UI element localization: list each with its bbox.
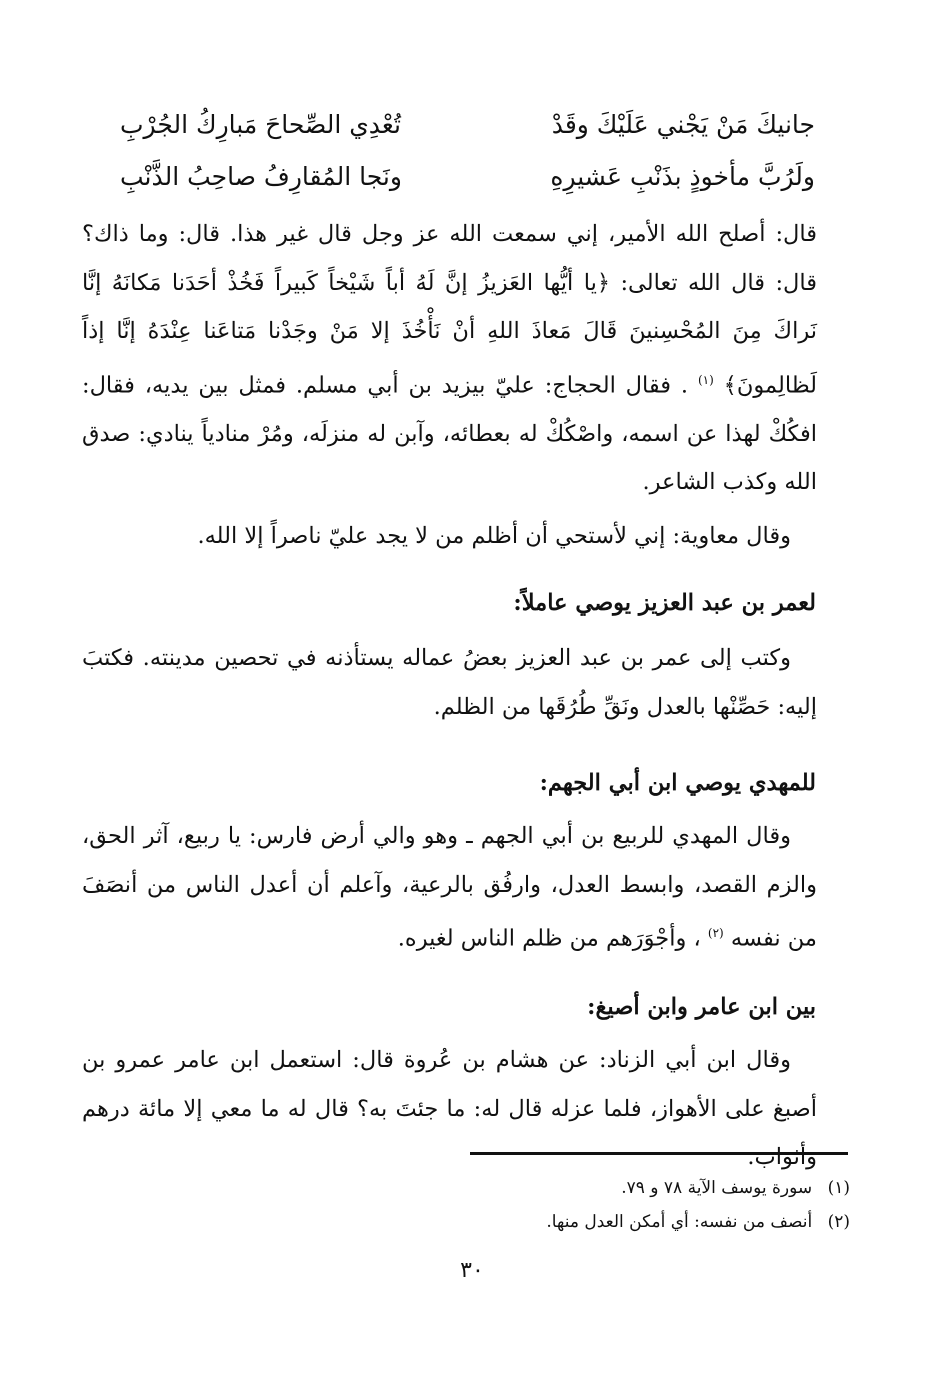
paragraph-ibn-amer-text: وقال ابن أبي الزناد: عن هشام بن عُروة قال: استعمل ابن عامر عمرو بن أصبغ على الأهواز، فلما عزله قال له: ما جئتَ به؟ قال له ما معي إلا مائة درهم وأثواب. <box>82 1047 817 1170</box>
footnote-ref-2: (٢) <box>707 926 724 940</box>
poem-verse-1 <box>120 98 815 150</box>
paragraph-mahdi-continuation: ، وأجْوَرَهم من ظلم الناس لغيره. <box>397 925 701 952</box>
page-number: ٣٠ <box>460 1258 484 1283</box>
section-heading-mahdi: للمهدي يوصي ابن أبي الجهم: <box>539 770 816 796</box>
section-heading-ibn-amer: بين ابن عامر وابن أصيغ: <box>587 994 816 1020</box>
poem-verse-2 <box>120 150 815 202</box>
footnote-1-number: (١) <box>827 1178 850 1198</box>
footnote-1 <box>621 1178 850 1198</box>
verse-1-first-hemistich: جانيكَ مَنْ يَجْني عَلَيْكَ وقَدْ <box>551 109 815 139</box>
paragraph-muawiya-text: وقال معاوية: إني لأستحي أن أظلم من لا يجد عليّ ناصراً إلا الله. <box>197 523 791 549</box>
paragraph-muawiya <box>82 512 817 561</box>
paragraph-hajjaj <box>82 210 817 507</box>
paragraph-mahdi-text: وقال المهدي للربيع بن أبي الجهم ـ وهو والي أرض فارس: يا ربيع، آثر الحق، والزم القصد، وابسط العدل، وارفُق بالرعية، وآعلم أن أعدل الناس من أنصَفَ من نفسه <box>82 823 817 952</box>
footnote-2-text: أنصف من نفسه: أي أمكن العدل منها. <box>546 1212 813 1232</box>
footnote-1-text: سورة يوسف الآية ٧٨ و ٧٩. <box>621 1178 813 1198</box>
footnote-2-number: (٢) <box>827 1212 850 1232</box>
section-heading-umar: لعمر بن عبد العزيز يوصي عاملاً: <box>513 590 816 616</box>
paragraph-umar-text: وكتب إلى عمر بن عبد العزيز بعضُ عماله يستأذنه في تحصين مدينته. فكتبَ إليه: حَصِّنْها بالعدل ونَقِّ طُرُقَها من الظلم. <box>82 645 817 720</box>
paragraph-hajjaj-continuation: . فقال الحجاج: عليّ بيزيد بن أبي مسلم. فمثل بين يديه، فقال: افكُكْ لهذا عن اسمه، واصْكُكْ له بعطائه، وآبن له منزلَه، ومُرْ منادياً ينادي: صدق الله وكذب الشاعر. <box>82 372 817 495</box>
footnote-2 <box>546 1212 850 1232</box>
verse-2-second-hemistich: ونَجا المُقارِفُ صاحِبُ الذَّنْبِ <box>120 161 402 191</box>
paragraph-hajjaj-text: قال: أصلح الله الأمير، إني سمعت الله عز وجل قال غير هذا. قال: وما ذاك؟ قال: قال الله تعالى: ﴿يا أيُّها العَزيزُ إنَّ لَهُ أباً شَيْخاً كَبيراً فَخُذْ أحَدَنا مَكانَهُ إنَّا نَراكَ مِنَ المُحْسِنينَ قَالَ مَعاذَ اللهِ أنْ نَأْخُذَ إلا مَنْ وجَدْنا مَتاعَنا عِنْدَهُ إنَّا إذاً لَظالِمونَ﴾ <box>82 221 818 398</box>
paragraph-umar <box>82 634 817 731</box>
paragraph-mahdi <box>82 812 817 963</box>
verse-2-first-hemistich: ولَرُبَّ مأخوذٍ بذَنْبِ عَشيرِهِ <box>550 161 815 191</box>
paragraph-ibn-amer <box>82 1036 817 1182</box>
footnote-separator <box>470 1152 848 1155</box>
verse-1-second-hemistich: تُعْدِي الصِّحاحَ مَبارِكُ الجُرْبِ <box>120 109 401 139</box>
poem <box>120 98 815 202</box>
footnote-ref-1: (١) <box>697 372 714 387</box>
